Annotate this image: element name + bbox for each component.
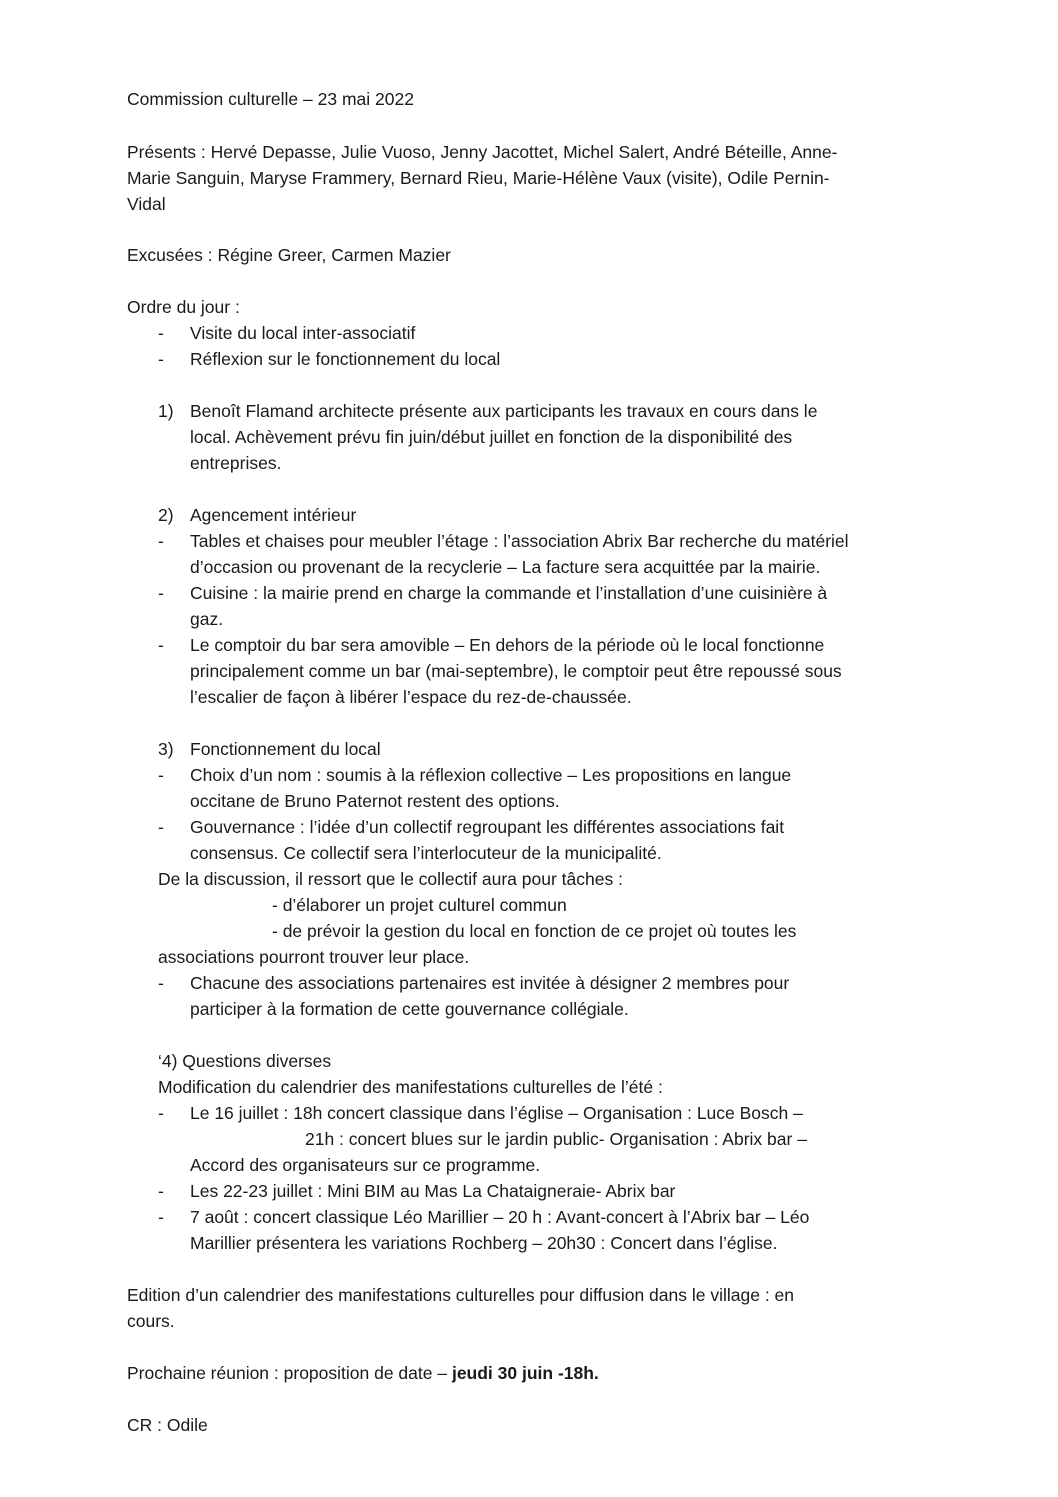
bullet-dash: - [158,973,164,993]
cr-line: CR : Odile [127,1415,208,1435]
section2-bullet-line: gaz. [190,609,224,629]
presents-line: Présents : Hervé Depasse, Julie Vuoso, Jenny Jacottet, Michel Salert, André Béteille, Anne- [127,142,838,162]
presents-line: Vidal [127,194,166,214]
section2-bullet-line: Le comptoir du bar sera amovible – En dehors de la période où le local fonctionne [190,635,825,655]
section3-bullet-line: consensus. Ce collectif sera l’interlocuteur de la municipalité. [190,843,662,863]
section4-bullet-line: Accord des organisateurs sur ce programme. [190,1155,541,1175]
next-meeting-date: jeudi 30 juin -18h. [451,1363,599,1383]
section-number: 3) [158,739,174,759]
document-title: Commission culturelle – 23 mai 2022 [127,89,414,109]
presents-line: Marie Sanguin, Maryse Frammery, Bernard Rieu, Marie-Hélène Vaux (visite), Odile Pernin- [127,168,830,188]
agenda-item: Visite du local inter-associatif [190,323,416,343]
bullet-dash: - [158,1207,164,1227]
section2-bullet-line: Cuisine : la mairie prend en charge la commande et l’installation d’une cuisinière à [190,583,828,603]
section1-line: Benoît Flamand architecte présente aux participants les travaux en cours dans le [190,401,818,421]
section3-bullet-line: participer à la formation de cette gouvernance collégiale. [190,999,629,1019]
section3-bullet-line: Chacune des associations partenaires est invitée à désigner 2 membres pour [190,973,790,993]
bullet-dash: - [158,349,164,369]
section4-bullet-line: Le 16 juillet : 18h concert classique dans l’église – Organisation : Luce Bosch – [190,1103,803,1123]
section4-heading: ‘4) Questions diverses [158,1051,332,1071]
bullet-dash: - [158,1103,164,1123]
section3-bullet-line: occitane de Bruno Paternot restent des options. [190,791,560,811]
excusees-line: Excusées : Régine Greer, Carmen Mazier [127,245,451,265]
next-meeting-line [127,1360,599,1387]
section3-bullet-line: Gouvernance : l’idée d’un collectif regroupant les différentes associations fait [190,817,785,837]
discussion-line: De la discussion, il ressort que le collectif aura pour tâches : [158,869,623,889]
bullet-dash: - [158,1181,164,1201]
bullet-dash: - [158,583,164,603]
section4-bullet-line: 7 août : concert classique Léo Marillier – 20 h : Avant-concert à l’Abrix bar – Léo [190,1207,810,1227]
section2-heading: Agencement intérieur [190,505,357,525]
section3-heading: Fonctionnement du local [190,739,381,759]
section4-bullet-line: 21h : concert blues sur le jardin public- Organisation : Abrix bar – [305,1129,807,1149]
next-meeting-label: Prochaine réunion : proposition de date – [127,1363,452,1383]
section4-bullet-line: Les 22-23 juillet : Mini BIM au Mas La Chataigneraie- Abrix bar [190,1181,676,1201]
edition-line: Edition d’un calendrier des manifestations culturelles pour diffusion dans le village : en [127,1285,795,1305]
section2-bullet-line: Tables et chaises pour meubler l’étage : l’association Abrix Bar recherche du matériel [190,531,849,551]
task-line: - d’élaborer un projet culturel commun [272,895,567,915]
section-number: 1) [158,401,174,421]
bullet-dash: - [158,323,164,343]
bullet-dash: - [158,531,164,551]
section-number: 2) [158,505,174,525]
bullet-dash: - [158,817,164,837]
agenda-heading: Ordre du jour : [127,297,240,317]
section4-intro: Modification du calendrier des manifestations culturelles de l’été : [158,1077,663,1097]
bullet-dash: - [158,635,164,655]
task-line: - de prévoir la gestion du local en fonction de ce projet où toutes les [272,921,797,941]
agenda-item: Réflexion sur le fonctionnement du local [190,349,501,369]
task-continuation: associations pourront trouver leur place. [158,947,470,967]
section4-bullet-line: Marillier présentera les variations Rochberg – 20h30 : Concert dans l’église. [190,1233,778,1253]
section2-bullet-line: principalement comme un bar (mai-septembre), le comptoir peut être repoussé sous [190,661,842,681]
edition-line: cours. [127,1311,175,1331]
section1-line: local. Achèvement prévu fin juin/début juillet en fonction de la disponibilité des [190,427,793,447]
section2-bullet-line: d’occasion ou provenant de la recyclerie – La facture sera acquittée par la mairie. [190,557,821,577]
bullet-dash: - [158,765,164,785]
section2-bullet-line: l’escalier de façon à libérer l’espace du rez-de-chaussée. [190,687,632,707]
section1-line: entreprises. [190,453,282,473]
section3-bullet-line: Choix d’un nom : soumis à la réflexion collective – Les propositions en langue [190,765,792,785]
